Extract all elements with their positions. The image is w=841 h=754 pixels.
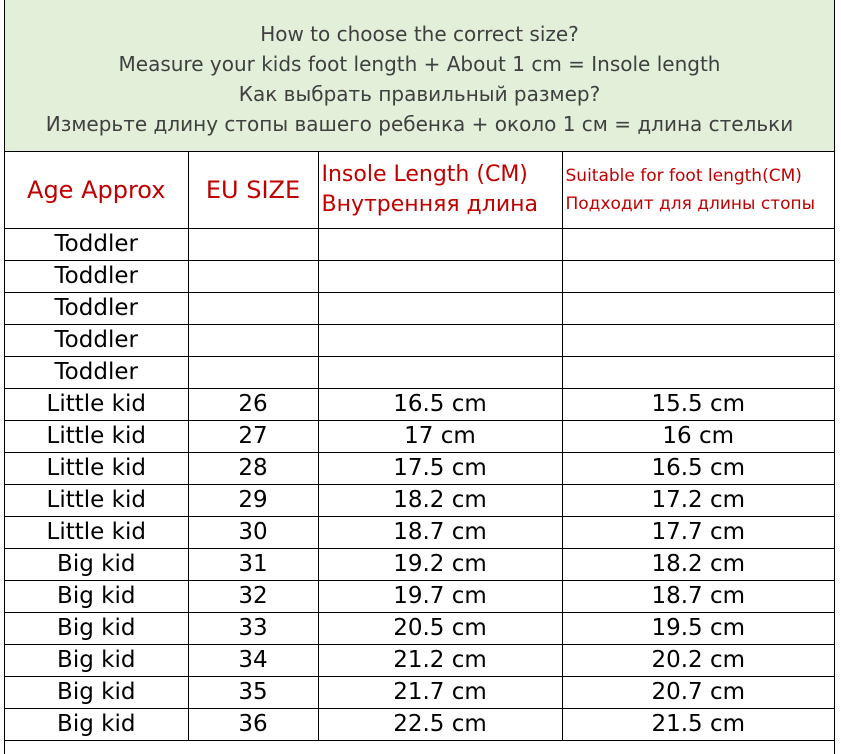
- banner-line-2: Measure your kids foot length + About 1 cm = Insole length: [118, 51, 721, 76]
- cell-insole-length: 18.2 cm: [318, 485, 562, 517]
- table-row: [5, 485, 834, 517]
- cell-insole-length: [318, 261, 562, 293]
- table-row: [5, 325, 834, 357]
- cell-foot-length: [562, 261, 834, 293]
- cell-age: Little kid: [5, 389, 188, 421]
- cell-age: Toddler: [5, 229, 188, 261]
- cell-insole-length: 20.5 cm: [318, 613, 562, 645]
- cell-foot-length: [562, 229, 834, 261]
- table-header-row: [5, 152, 834, 229]
- table-row: [5, 581, 834, 613]
- cell-foot-length: 16.5 cm: [562, 453, 834, 485]
- header-insole-ru: Внутренняя длина: [321, 192, 538, 217]
- banner-line-3: Как выбрать правильный размер?: [238, 81, 601, 106]
- cell-foot-length: [562, 357, 834, 389]
- cell-eu-size: 28: [188, 453, 318, 485]
- cell-foot-length: 17.7 cm: [562, 517, 834, 549]
- cell-foot-length: [562, 293, 834, 325]
- cell-foot-length: 20.7 cm: [562, 677, 834, 709]
- cell-insole-length: 16.5 cm: [318, 389, 562, 421]
- cell-age: Little kid: [5, 421, 188, 453]
- cell-foot-length: 19.5 cm: [562, 613, 834, 645]
- instructions-banner: [5, 0, 834, 152]
- table-row: [5, 613, 834, 645]
- cell-age: Toddler: [5, 293, 188, 325]
- cell-insole-length: 22.5 cm: [318, 709, 562, 741]
- cell-insole-length: [318, 325, 562, 357]
- cell-eu-size: [188, 357, 318, 389]
- cell-age: Little kid: [5, 517, 188, 549]
- cell-insole-length: 18.7 cm: [318, 517, 562, 549]
- size-table: [5, 152, 834, 741]
- cell-insole-length: 21.2 cm: [318, 645, 562, 677]
- cell-insole-length: 19.2 cm: [318, 549, 562, 581]
- cell-eu-size: 27: [188, 421, 318, 453]
- cell-eu-size: [188, 325, 318, 357]
- cell-eu-size: 36: [188, 709, 318, 741]
- cell-insole-length: 17 cm: [318, 421, 562, 453]
- header-foot-en: Suitable for foot length(CM): [565, 166, 802, 186]
- cell-eu-size: [188, 229, 318, 261]
- cell-age: Big kid: [5, 645, 188, 677]
- banner-line-4: Измерьте длину стопы вашего ребенка + около 1 см = длина стельки: [45, 111, 794, 136]
- cell-age: Big kid: [5, 677, 188, 709]
- cell-foot-length: 18.7 cm: [562, 581, 834, 613]
- cell-age: Big kid: [5, 549, 188, 581]
- size-chart: [4, 0, 835, 754]
- table-row: [5, 517, 834, 549]
- table-row: [5, 549, 834, 581]
- cell-foot-length: 20.2 cm: [562, 645, 834, 677]
- cell-foot-length: 21.5 cm: [562, 709, 834, 741]
- cell-age: Toddler: [5, 261, 188, 293]
- cell-eu-size: 26: [188, 389, 318, 421]
- cell-eu-size: [188, 293, 318, 325]
- table-row: [5, 677, 834, 709]
- table-row: [5, 645, 834, 677]
- cell-age: Big kid: [5, 581, 188, 613]
- banner-line-1: How to choose the correct size?: [260, 21, 579, 46]
- table-row: [5, 453, 834, 485]
- cell-age: Little kid: [5, 453, 188, 485]
- cell-eu-size: 31: [188, 549, 318, 581]
- header-foot-length: [562, 152, 834, 229]
- cell-foot-length: [562, 325, 834, 357]
- cell-insole-length: [318, 229, 562, 261]
- cell-eu-size: 32: [188, 581, 318, 613]
- header-eu-size: EU SIZE: [188, 152, 318, 229]
- cell-foot-length: 16 cm: [562, 421, 834, 453]
- cell-insole-length: [318, 293, 562, 325]
- cell-insole-length: 21.7 cm: [318, 677, 562, 709]
- cell-insole-length: 17.5 cm: [318, 453, 562, 485]
- table-row: [5, 421, 834, 453]
- cell-eu-size: 29: [188, 485, 318, 517]
- cell-insole-length: [318, 357, 562, 389]
- header-insole-length: [318, 152, 562, 229]
- cell-eu-size: 35: [188, 677, 318, 709]
- cell-foot-length: 18.2 cm: [562, 549, 834, 581]
- table-row: [5, 293, 834, 325]
- cell-eu-size: 33: [188, 613, 318, 645]
- header-insole-en: Insole Length (CM): [321, 162, 528, 187]
- cell-age: Little kid: [5, 485, 188, 517]
- cell-eu-size: 34: [188, 645, 318, 677]
- cell-foot-length: 17.2 cm: [562, 485, 834, 517]
- header-foot-ru: Подходит для длины стопы: [565, 194, 816, 214]
- cell-insole-length: 19.7 cm: [318, 581, 562, 613]
- cell-eu-size: [188, 261, 318, 293]
- cell-age: Toddler: [5, 325, 188, 357]
- cell-age: Toddler: [5, 357, 188, 389]
- cell-age: Big kid: [5, 613, 188, 645]
- cell-eu-size: 30: [188, 517, 318, 549]
- table-row: [5, 229, 834, 261]
- header-age: Age Approx: [5, 152, 188, 229]
- cell-age: Big kid: [5, 709, 188, 741]
- table-row: [5, 357, 834, 389]
- table-row: [5, 389, 834, 421]
- table-row: [5, 261, 834, 293]
- cell-foot-length: 15.5 cm: [562, 389, 834, 421]
- table-row: [5, 709, 834, 741]
